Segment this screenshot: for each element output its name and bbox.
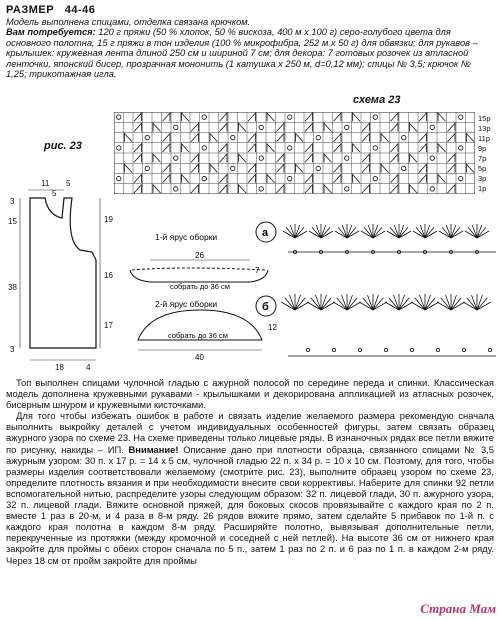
dim-right-3: 17	[104, 321, 113, 330]
schema-title: схема 23	[353, 94, 401, 106]
dim-left-3: 38	[8, 283, 17, 292]
ruffle2-note: собрать до 36 см	[168, 331, 228, 340]
intro-line1: Модель выполнена спицами, отделка связана крючком.	[6, 17, 251, 27]
dim-top-3: 5	[52, 189, 57, 198]
row-label: 15р	[478, 114, 491, 123]
figure-title: рис. 23	[44, 140, 82, 152]
paragraph-2a: Для того чтобы избежать ошибок в работе и связать изделие желаемого размера рекомендую сначала выполнить выкройку деталей с учетом индивидуальных особенностей фигуры, затем связать образец ажурного узора по схеме 23. На схеме приведены только лицевые ряды. В изнаночных рядах все петли вяжите по рисунку, накиды – ИП.	[6, 410, 494, 455]
dim-top-2: 5	[66, 179, 71, 188]
marker-b: б	[262, 301, 269, 313]
needed-label: Вам потребуется:	[6, 27, 96, 38]
row-label: 7р	[478, 154, 487, 163]
ruffle1-side: 7	[255, 266, 260, 275]
row-label: 3р	[478, 174, 487, 183]
attention-label: Внимание!	[128, 443, 179, 455]
garment-outline	[30, 198, 96, 348]
dim-bottom-2: 4	[86, 363, 91, 372]
paragraph-1: Топ выполнен спицами чулочной гладью с ажурной полосой по середине переда и спинки. Классическая модель дополнена кружевными рукавами - крылышками и декорирована аппликацией из атласных розочек, бисерным шнуром и кружевными кисточками.	[6, 377, 494, 411]
row-label: 5р	[478, 164, 487, 173]
dim-left-4: 3	[10, 345, 15, 354]
dim-left-1: 3	[10, 197, 15, 206]
dim-top-1: 11	[41, 179, 50, 188]
size-header	[6, 4, 95, 16]
pattern-drawings	[0, 160, 500, 375]
pattern-svg	[0, 160, 500, 375]
dim-right-1: 19	[104, 215, 113, 224]
watermark: Страна Мам	[420, 601, 496, 616]
dim-right-2: 16	[104, 271, 113, 280]
dim-bottom-1: 18	[55, 363, 64, 372]
ruffle2-width: 40	[195, 353, 204, 362]
materials-text: 120 г пряжи (50 % хлопок, 50 % вискоза, 400 м х 100 г) серо-голубого цвета для основного полотна, 15 г пряжи в тон изделия (100 % микрофибра, 252 м х 50 г) для обвязки; для рукавов – крылышек: кружевная лента длиной 250 см и шириной 7 см; для декора: 7 готовых розочек из атласной ленточки, японский бисер, прозрачная мононить (1 катушка х 250 м, d=0,12 мм); спицы № 3,5; крючок № 1,25; трикотажная игла.	[6, 27, 478, 80]
row-label: 1р	[478, 184, 487, 193]
size-value: 44-46	[64, 4, 96, 16]
instructions	[6, 377, 494, 566]
ruffle2-label: 2-й ярус оборки	[155, 299, 218, 309]
materials-block	[6, 27, 494, 79]
ruffle1-width: 26	[195, 251, 204, 260]
size-label: РАЗМЕР	[6, 4, 55, 16]
paragraph-2	[6, 410, 494, 565]
dim-left-2: 15	[8, 217, 17, 226]
paragraph-2b: Описание дано при плотности образца, связанного спицами № 3,5 ажурным узором: 30 п. х 17 р. = 14 х 5 см, чулочной гладью 22 п. х 34 р. = 10 х 10 см. Поэтому, для того, чтобы размеры изделия соответствовали желаемому (смотрите рис. 23), выполните образец узором по схеме 23, определите плотность вязания и при необходимости внесите свои коррективы. Наберите для спинки 92 петли вспомогательной нитью, распределите узоры следующим образом: 32 п. лицевой глади, 30 п. ажурного узора, 32 п. лицевой глади. Вяжите основной пряжей, для боковых скосов провязывайте с каждого края по 2 п. вместе 1 раз в 20-м, и 4 раза в 8-м ряду. 26 рядов вяжите прямо, затем сделайте 5 прибавок по 1-й п. с каждого края полотна в каждом 8-м ряду. Расширяйте полотно, вывязывая дополнительные петли, перекрученные из протяжки (между кромочной и соседней с ней петлей). На высоте 36 см от нижнего края закройте для проймы с обеих сторон сначала по 5 п., затем 1 раз по 2 п. и 6 раз по 1 п. в каждом 2-м ряду. Через 18 см от пройм закройте для проймы	[6, 443, 494, 566]
row-label: 13р	[478, 124, 491, 133]
row-label: 11р	[478, 134, 490, 143]
row-label: 9р	[478, 144, 487, 153]
marker-a: а	[262, 227, 269, 239]
ruffle1-label: 1-й ярус оборки	[155, 232, 218, 242]
intro-text	[6, 17, 494, 79]
ruffle1-note: собрать до 36 см	[170, 282, 230, 291]
ruffle2-side: 12	[268, 323, 277, 332]
